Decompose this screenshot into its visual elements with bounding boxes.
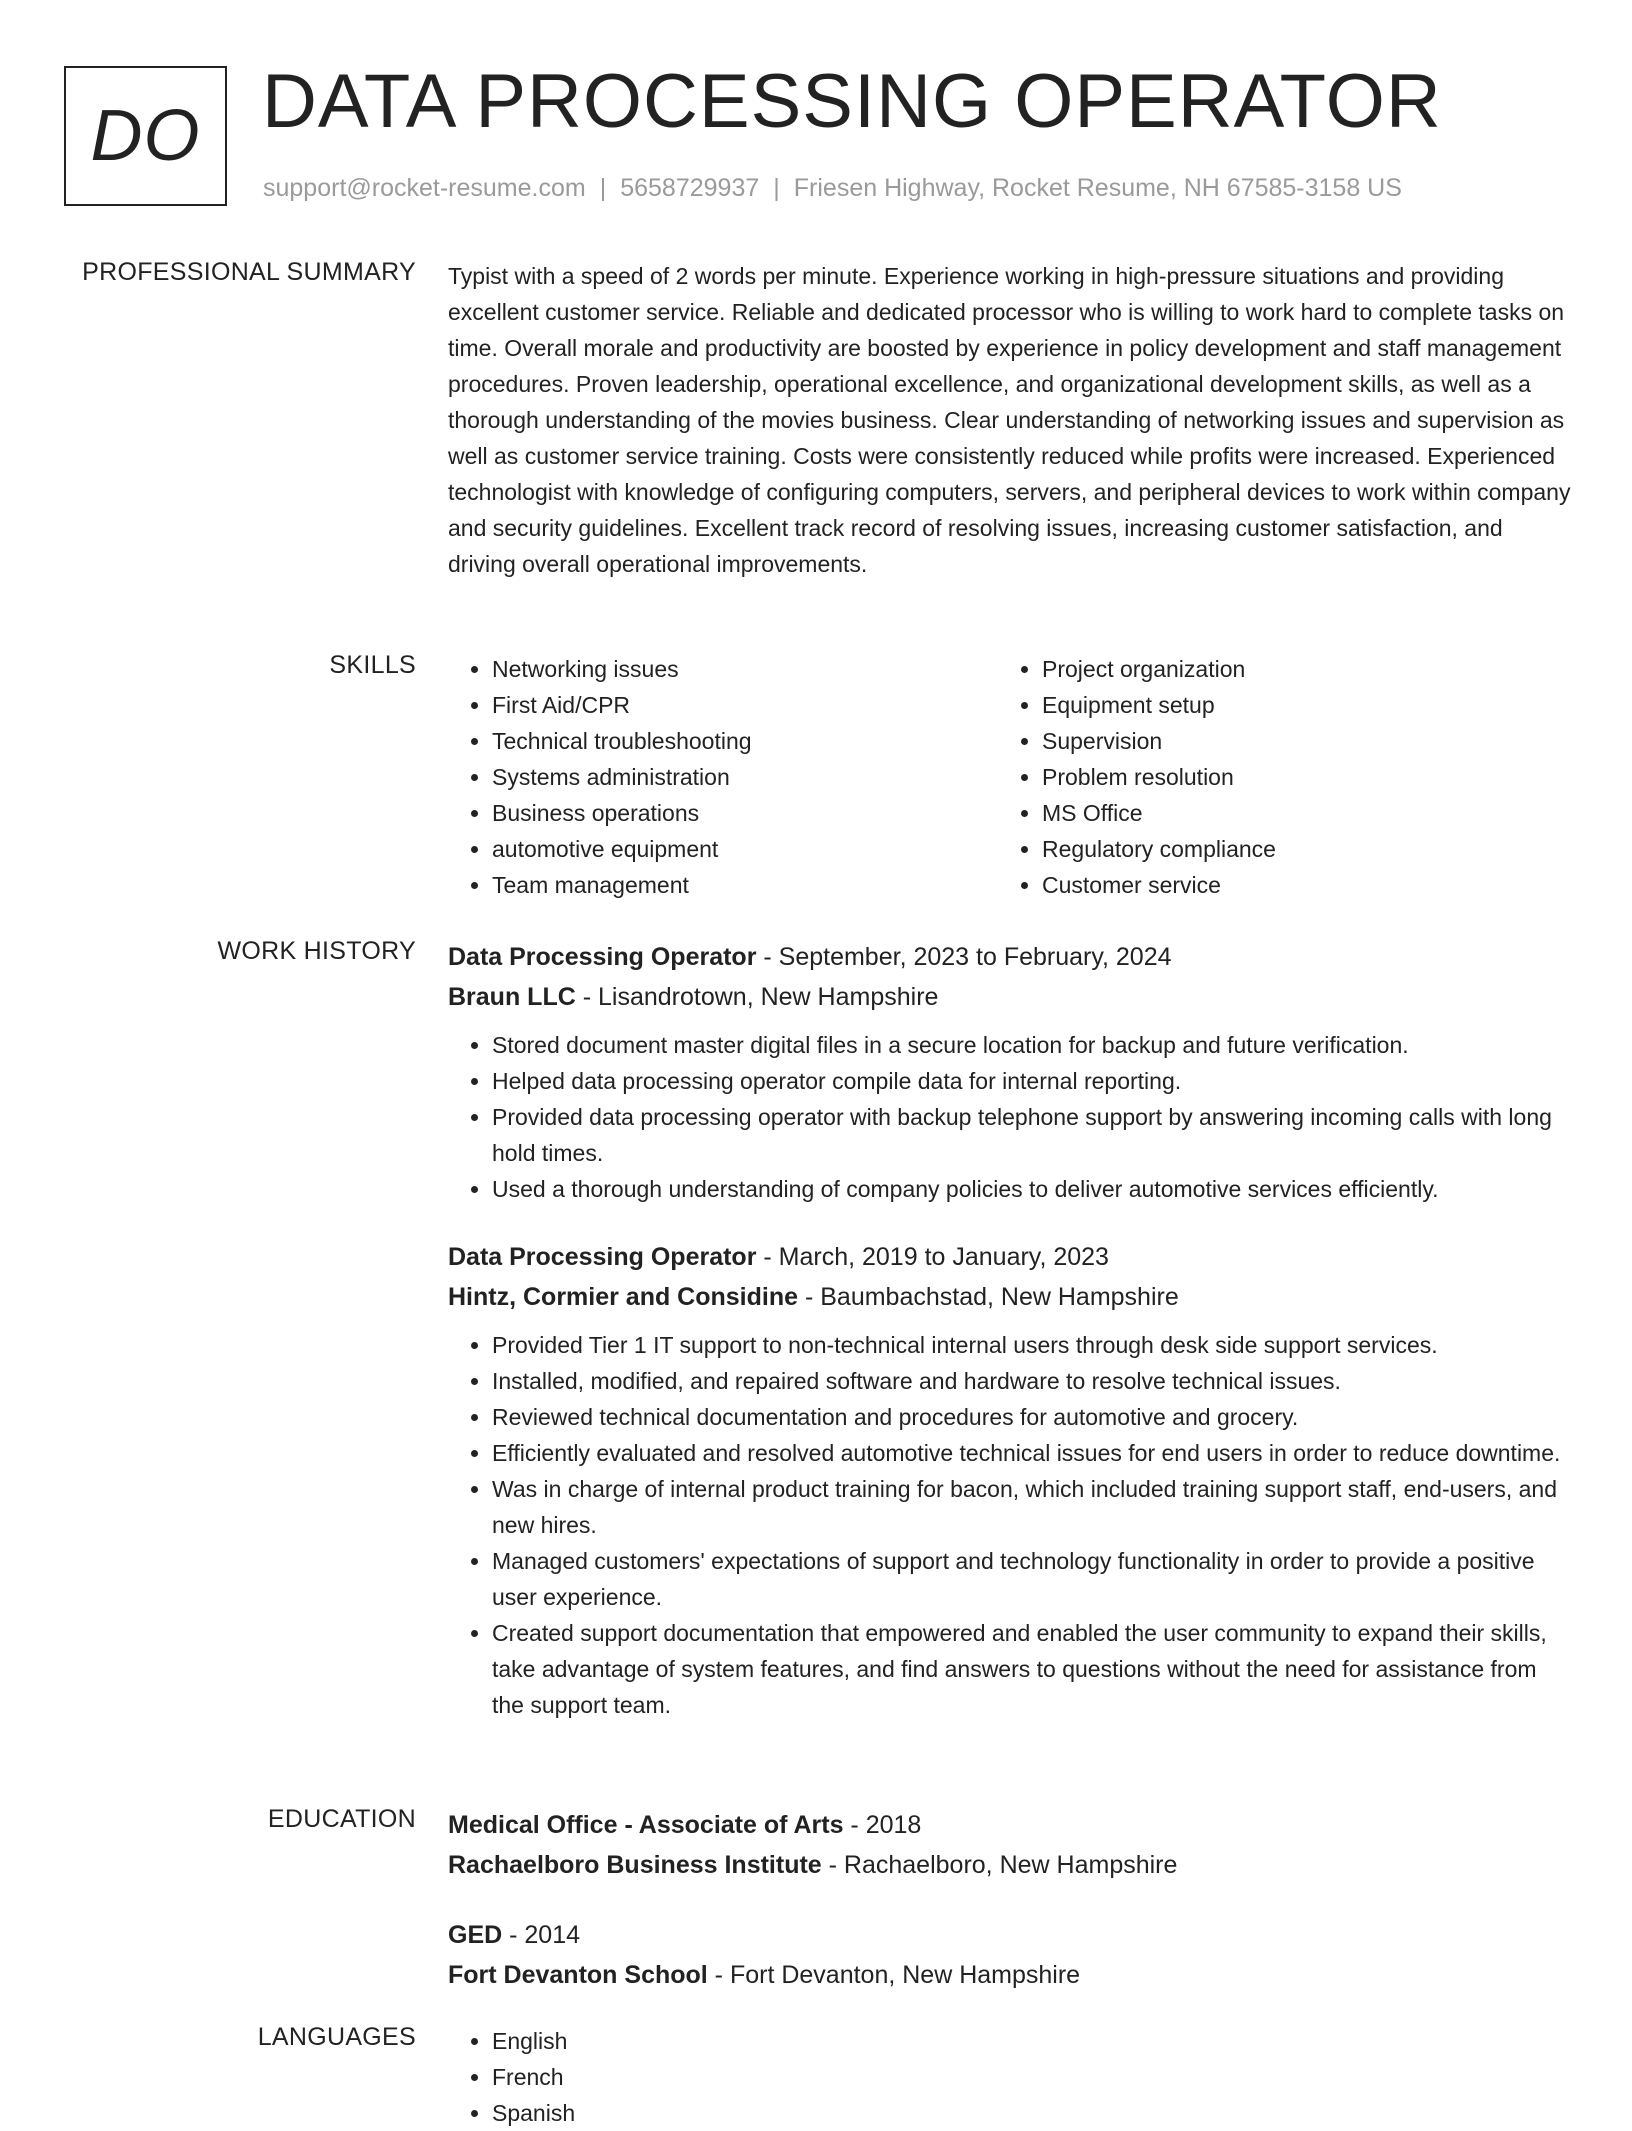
education-school-line	[448, 1845, 1572, 1885]
summary-label: PROFESSIONAL SUMMARY	[82, 258, 416, 286]
education-year: - 2014	[502, 1921, 581, 1949]
job-dates: - March, 2019 to January, 2023	[756, 1243, 1109, 1271]
summary-text: Typist with a speed of 2 words per minute. Experience working in high-pressure situations and providing excellent customer service. Reliable and dedicated processor who is willing to work hard to complete tasks on time. Overall morale and productivity are boosted by experience in policy development and staff management procedures. Proven leadership, operational excellence, and organizational development skills, as well as a thorough understanding of the movies business. Clear understanding of networking issues and supervision as well as customer service training. Costs were consistently reduced while profits were increased. Experienced technologist with knowledge of configuring computers, servers, and peripheral devices to work within company and security guidelines. Excellent track record of resolving issues, increasing customer satisfaction, and driving overall operational improvements.	[448, 263, 1571, 577]
education-school: Rachaelboro Business Institute	[448, 1851, 822, 1879]
job-company-line	[448, 1277, 1572, 1317]
skills-label: SKILLS	[329, 651, 416, 679]
education-school: Fort Devanton School	[448, 1961, 708, 1989]
summary-body	[448, 258, 1572, 582]
job-location: - Lisandrotown, New Hampshire	[575, 983, 939, 1011]
contact-separator: |	[599, 174, 607, 202]
job-bullet: • Installed, modified, and repaired software and hardware to resolve technical issues.	[492, 1363, 1572, 1399]
job-dates: - September, 2023 to February, 2024	[756, 943, 1172, 971]
skill-item: • automotive equipment	[492, 831, 998, 867]
job-bullets	[448, 1027, 1572, 1207]
skills-column-left	[448, 651, 998, 903]
contact-address: Friesen Highway, Rocket Resume, NH 67585-3158 US	[793, 174, 1402, 202]
job-bullets	[448, 1327, 1572, 1723]
education-school-line	[448, 1955, 1572, 1995]
education-year: - 2018	[843, 1811, 922, 1839]
education-degree: GED	[448, 1921, 503, 1949]
job-bullet: • Helped data processing operator compile data for internal reporting.	[492, 1063, 1572, 1099]
contact-line	[263, 174, 1402, 203]
skill-item: • Project organization	[1042, 651, 1548, 687]
job-bullet: • Reviewed technical documentation and procedures for automotive and grocery.	[492, 1399, 1572, 1435]
skill-item: • Equipment setup	[1042, 687, 1548, 723]
skill-item: • Regulatory compliance	[1042, 831, 1548, 867]
education-degree-line	[448, 1805, 1572, 1845]
education-location: - Fort Devanton, New Hampshire	[707, 1961, 1081, 1989]
education-body	[448, 1805, 1572, 1995]
job-company-line	[448, 977, 1572, 1017]
skill-item: • First Aid/CPR	[492, 687, 998, 723]
job-bullet: • Efficiently evaluated and resolved automotive technical issues for end users in order to reduce downtime.	[492, 1435, 1572, 1471]
job-location: - Baumbachstad, New Hampshire	[798, 1283, 1179, 1311]
education-location: - Rachaelboro, New Hampshire	[821, 1851, 1178, 1879]
education-degree: Medical Office - Associate of Arts	[448, 1811, 844, 1839]
contact-phone: 5658729937	[620, 174, 760, 202]
skill-item: • Networking issues	[492, 651, 998, 687]
skills-body	[448, 651, 1572, 903]
language-item: • French	[492, 2059, 1572, 2095]
languages-label: LANGUAGES	[257, 2023, 416, 2051]
language-item: • Spanish	[492, 2095, 1572, 2131]
language-item: • English	[492, 2023, 1572, 2059]
job-title: Data Processing Operator	[448, 943, 757, 971]
skill-item: • Customer service	[1042, 867, 1548, 903]
contact-email: support@rocket-resume.com	[263, 174, 586, 202]
skill-item: • Technical troubleshooting	[492, 723, 998, 759]
contact-separator: |	[773, 174, 780, 202]
job-bullet: • Managed customers' expectations of support and technology functionality in order to provide a positive user experience.	[492, 1543, 1572, 1615]
education-degree-line	[448, 1915, 1572, 1955]
education-entry	[448, 1915, 1572, 1995]
education-entry	[448, 1805, 1572, 1885]
skill-item: • Systems administration	[492, 759, 998, 795]
monogram-initials: DO	[90, 96, 201, 176]
job-company: Hintz, Cormier and Considine	[448, 1283, 799, 1311]
job-bullet: • Provided Tier 1 IT support to non-technical internal users through desk side support services.	[492, 1327, 1572, 1363]
skill-item: • Problem resolution	[1042, 759, 1548, 795]
skill-item: • Supervision	[1042, 723, 1548, 759]
skill-item: • MS Office	[1042, 795, 1548, 831]
work-history-label: WORK HISTORY	[217, 937, 416, 965]
job-bullet: • Used a thorough understanding of company policies to deliver automotive services efficiently.	[492, 1171, 1572, 1207]
languages-body	[448, 2023, 1572, 2131]
education-label: EDUCATION	[267, 1805, 416, 1833]
job-bullet: • Stored document master digital files in a secure location for backup and future verification.	[492, 1027, 1572, 1063]
monogram-box	[64, 66, 227, 206]
job-entry	[448, 1237, 1572, 1723]
work-history-body	[448, 937, 1572, 1723]
job-bullet: • Provided data processing operator with backup telephone support by answering incoming calls with long hold times.	[492, 1099, 1572, 1171]
job-entry	[448, 937, 1572, 1207]
skill-item: • Business operations	[492, 795, 998, 831]
job-bullet: • Was in charge of internal product training for bacon, which included training support staff, end-users, and new hires.	[492, 1471, 1572, 1543]
job-company: Braun LLC	[448, 983, 576, 1011]
job-title-line	[448, 1237, 1572, 1277]
skills-column-right	[998, 651, 1548, 903]
skill-item: • Team management	[492, 867, 998, 903]
job-title: Data Processing Operator	[448, 1243, 757, 1271]
job-bullet: • Created support documentation that empowered and enabled the user community to expand their skills, take advantage of system features, and find answers to questions without the need for assistance from the support team.	[492, 1615, 1572, 1723]
job-title-line	[448, 937, 1572, 977]
resume-name: DATA PROCESSING OPERATOR	[262, 59, 1442, 144]
